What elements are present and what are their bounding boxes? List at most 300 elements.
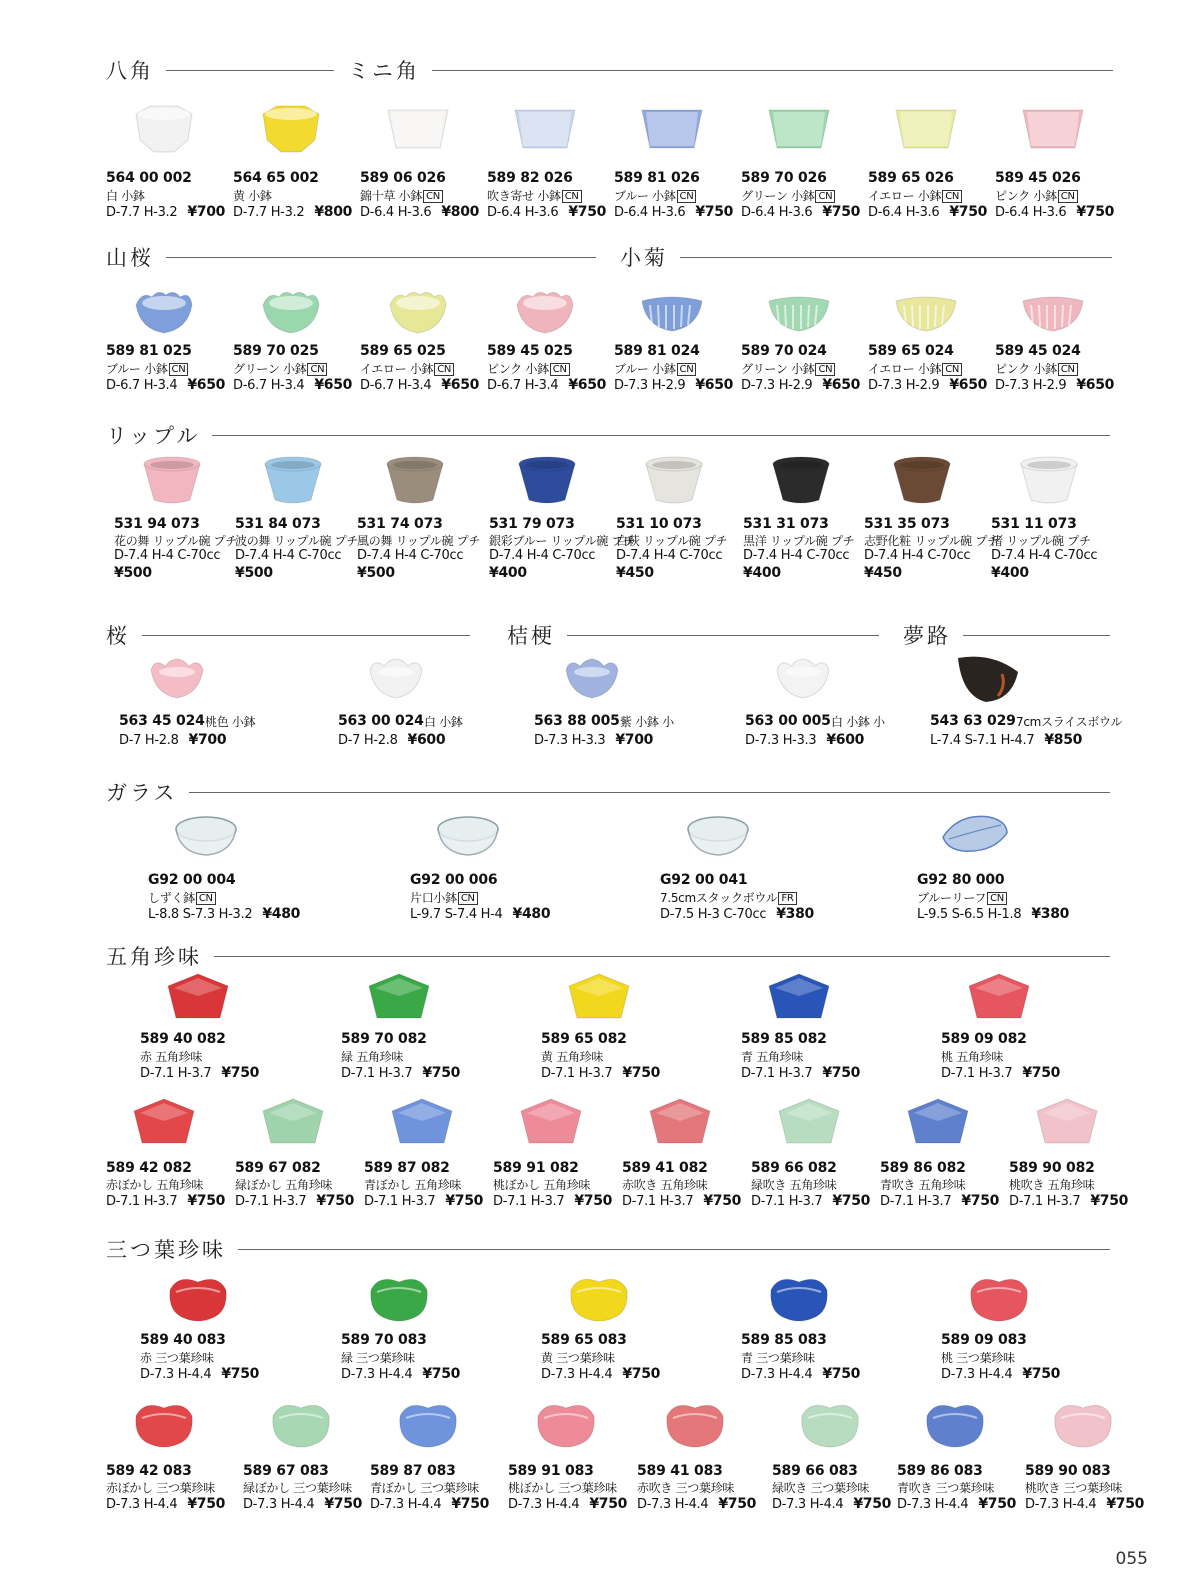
origin-badge: FR	[778, 892, 796, 905]
product-name-text: 青ぼかし 三つ葉珍味	[370, 1481, 479, 1495]
bowl-icon	[360, 650, 432, 708]
product-name	[751, 1176, 836, 1193]
bowl-icon	[1013, 452, 1085, 510]
dimensions-text: D-7.3 H-4.4	[508, 1497, 580, 1512]
product-name-text: 風の舞 リップル碗 プチ	[357, 534, 481, 548]
product-image	[1031, 1095, 1103, 1157]
product-price-line	[864, 565, 902, 581]
product-image	[902, 1095, 974, 1157]
product-price: ¥750	[568, 204, 607, 220]
product-price-line	[357, 565, 395, 581]
product-name-text: 赤ぼかし 三つ葉珍味	[106, 1481, 215, 1495]
dimensions-text: D-7.3 H-4.4	[341, 1367, 413, 1382]
product-name	[410, 889, 478, 906]
product-dimensions	[360, 377, 479, 393]
bowl-icon	[509, 283, 581, 341]
product-name	[868, 360, 962, 377]
dimensions-text: D-7 H-2.8	[338, 733, 398, 748]
product-name-text: グリーン 小鉢	[741, 362, 815, 376]
product-code: 563 88 005	[534, 713, 620, 729]
product-price: ¥750	[589, 1496, 628, 1512]
product-dimensions	[991, 548, 1097, 563]
dimensions-text: D-6.7 H-3.4	[106, 378, 178, 393]
product-name	[741, 360, 835, 377]
bowl-icon	[379, 452, 451, 510]
product-code: 564 65 002	[233, 170, 319, 186]
bowl-icon	[257, 452, 329, 510]
product-name	[243, 1479, 352, 1496]
product-image	[763, 100, 835, 162]
origin-badge: CN	[307, 363, 327, 376]
product-image	[563, 970, 635, 1032]
bowl-icon	[1017, 100, 1089, 158]
product-price: ¥500	[114, 565, 152, 581]
bowl-icon	[794, 1396, 866, 1454]
product-name	[541, 1048, 603, 1065]
product-dimensions	[487, 377, 606, 393]
product-image	[136, 452, 208, 514]
product-code: 589 66 083	[772, 1463, 858, 1479]
product-name	[995, 360, 1078, 377]
section-header	[903, 620, 1110, 650]
product-dimensions	[119, 732, 226, 748]
product-image	[963, 970, 1035, 1032]
product-image	[162, 970, 234, 1032]
dimensions-text: D-7.4 H-4 C-70cc	[235, 548, 342, 563]
product-code: 589 90 082	[1009, 1160, 1095, 1176]
product-price: ¥750	[324, 1496, 363, 1512]
dimensions-text: D-7.3 H-4.4	[243, 1497, 315, 1512]
product-code: 563 00 005	[745, 713, 831, 729]
product-dimensions	[995, 377, 1114, 393]
bowl-icon	[509, 100, 581, 158]
product-name-text: グリーン 小鉢	[741, 189, 815, 203]
product-price: ¥750	[622, 1366, 661, 1382]
product-name	[622, 1176, 707, 1193]
dimensions-text: D-7.3 H-2.9	[868, 378, 940, 393]
product-image	[128, 100, 200, 162]
product-dimensions	[741, 204, 860, 220]
dimensions-text: D-7.3 H-2.9	[741, 378, 813, 393]
product-dimensions	[114, 548, 220, 563]
product-image	[509, 283, 581, 345]
product-name-text: 青吹き 五角珍味	[880, 1178, 966, 1192]
bowl-icon	[773, 1095, 845, 1153]
dimensions-text: D-6.4 H-3.6	[487, 205, 559, 220]
product-dimensions	[106, 1193, 225, 1209]
section-rule	[238, 1249, 1110, 1250]
product-code: 589 42 083	[106, 1463, 192, 1479]
product-price: ¥750	[221, 1065, 260, 1081]
product-image	[515, 1095, 587, 1157]
product-code: 589 91 082	[493, 1160, 579, 1176]
bowl-icon	[636, 283, 708, 341]
section-title: 桜	[106, 624, 130, 648]
dimensions-text: D-7 H-2.8	[119, 733, 179, 748]
bowl-icon	[638, 452, 710, 510]
dimensions-text: D-7.3 H-4.4	[772, 1497, 844, 1512]
product-name	[106, 1479, 215, 1496]
product-image	[919, 1396, 991, 1458]
product-name	[508, 1479, 617, 1496]
product-name-text: 黄 五角珍味	[541, 1050, 604, 1064]
product-price: ¥750	[622, 1065, 661, 1081]
section-header	[106, 941, 1110, 971]
product-name	[772, 1479, 869, 1496]
product-dimensions	[243, 1496, 362, 1512]
product-dimensions	[1025, 1496, 1144, 1512]
product-dimensions	[487, 204, 606, 220]
product-code: 589 41 082	[622, 1160, 708, 1176]
product-price: ¥750	[422, 1366, 461, 1382]
product-image	[128, 283, 200, 345]
product-code: 563 45 024	[119, 713, 205, 729]
product-price: ¥400	[489, 565, 527, 581]
product-name-text: ピンク 小鉢	[487, 362, 549, 376]
product-price-line	[114, 565, 152, 581]
product-price: ¥750	[853, 1496, 892, 1512]
bowl-icon	[128, 1095, 200, 1153]
product-dimensions	[106, 204, 225, 220]
product-image	[382, 283, 454, 345]
product-dimensions	[410, 906, 550, 922]
product-name	[1016, 713, 1122, 730]
product-name-text: 緑 三つ葉珍味	[341, 1351, 415, 1365]
bowl-icon	[162, 1270, 234, 1328]
bowl-icon	[136, 452, 208, 510]
product-dimensions	[493, 1193, 612, 1209]
product-code: 589 45 024	[995, 343, 1081, 359]
bowl-icon	[363, 970, 435, 1028]
product-image	[763, 1270, 835, 1332]
section-title: 山桜	[106, 246, 154, 270]
product-price-line	[616, 565, 654, 581]
product-name-text: ブルー 小鉢	[614, 362, 676, 376]
product-dimensions	[341, 1366, 460, 1382]
product-price-line	[991, 565, 1029, 581]
bowl-icon	[963, 970, 1035, 1028]
product-image	[763, 283, 835, 345]
product-price: ¥750	[445, 1193, 484, 1209]
product-code: 589 87 082	[364, 1160, 450, 1176]
product-dimensions	[868, 204, 987, 220]
section-title: 夢路	[903, 624, 951, 648]
product-name	[140, 1349, 214, 1366]
product-image	[382, 100, 454, 162]
section-header	[106, 620, 470, 650]
product-name	[233, 187, 272, 204]
section-header	[620, 242, 1112, 272]
product-dimensions	[637, 1496, 756, 1512]
dimensions-text: D-7.1 H-3.7	[493, 1194, 565, 1209]
dimensions-text: D-7.1 H-3.7	[941, 1066, 1013, 1081]
product-code: 531 35 073	[864, 516, 950, 532]
product-price-line	[489, 565, 527, 581]
bowl-icon	[257, 1095, 329, 1153]
dimensions-text: D-7.1 H-3.7	[106, 1194, 178, 1209]
product-dimensions	[743, 548, 849, 563]
bowl-icon	[1047, 1396, 1119, 1454]
product-price: ¥650	[822, 377, 861, 393]
product-name-text: イエロー 小鉢	[360, 362, 434, 376]
bowl-icon	[890, 283, 962, 341]
product-image	[255, 283, 327, 345]
product-name-text: ブルー 小鉢	[614, 189, 676, 203]
product-dimensions	[897, 1496, 1016, 1512]
product-code: 589 85 082	[741, 1031, 827, 1047]
product-price: ¥750	[1022, 1366, 1061, 1382]
product-name	[941, 1048, 1003, 1065]
section-rule	[214, 956, 1110, 957]
product-name	[917, 889, 1007, 906]
product-price: ¥480	[262, 906, 301, 922]
product-code: 563 00 024	[338, 713, 424, 729]
product-name	[148, 889, 216, 906]
product-code: 564 00 002	[106, 170, 192, 186]
product-name-text: 桃ぼかし 五角珍味	[493, 1178, 591, 1192]
product-image	[360, 650, 432, 712]
product-image	[1047, 1396, 1119, 1458]
product-price: ¥700	[187, 204, 226, 220]
product-dimensions	[917, 906, 1069, 922]
product-code: 589 86 082	[880, 1160, 966, 1176]
bowl-icon	[265, 1396, 337, 1454]
product-price: ¥650	[314, 377, 353, 393]
product-image	[363, 970, 435, 1032]
product-image	[432, 807, 504, 869]
product-name-text: 赤 五角珍味	[140, 1050, 203, 1064]
bowl-icon	[128, 283, 200, 341]
origin-badge: CN	[815, 190, 835, 203]
product-price: ¥600	[407, 732, 446, 748]
product-name	[360, 360, 454, 377]
product-name-text: 緑ぼかし 五角珍味	[235, 1178, 333, 1192]
product-name	[1025, 1479, 1122, 1496]
product-dimensions	[622, 1193, 741, 1209]
product-price: ¥800	[441, 204, 480, 220]
product-code: 589 82 026	[487, 170, 573, 186]
section-rule	[166, 70, 334, 71]
product-code: 589 86 083	[897, 1463, 983, 1479]
dimensions-text: D-7.1 H-3.7	[235, 1194, 307, 1209]
product-price: ¥750	[1106, 1496, 1145, 1512]
product-dimensions	[941, 1366, 1060, 1382]
product-code: 531 74 073	[357, 516, 443, 532]
product-name-text: しずく鉢	[148, 891, 195, 905]
product-name	[341, 1349, 415, 1366]
product-name	[364, 1176, 461, 1193]
product-name	[487, 187, 582, 204]
bowl-icon	[763, 970, 835, 1028]
section-title: 五角珍味	[106, 945, 202, 969]
product-name-text: 渚 リップル碗 プチ	[991, 534, 1091, 548]
section-title: リップル	[106, 424, 201, 448]
product-image	[1013, 452, 1085, 514]
product-name	[995, 187, 1078, 204]
product-image	[767, 650, 839, 712]
product-name	[106, 187, 145, 204]
product-name	[106, 1176, 203, 1193]
product-image	[644, 1095, 716, 1157]
product-name-text: 銀彩ブルー リップル碗 プチ	[489, 534, 635, 548]
product-price: ¥750	[316, 1193, 355, 1209]
product-name-text: 錦十草 小鉢	[360, 189, 423, 203]
product-image	[509, 100, 581, 162]
bowl-icon	[556, 650, 628, 708]
product-price: ¥450	[864, 565, 902, 581]
product-dimensions	[616, 548, 722, 563]
product-name-text: 桃 五角珍味	[941, 1050, 1004, 1064]
product-price: ¥380	[776, 906, 814, 922]
dimensions-text: D-7.3 H-2.9	[995, 378, 1067, 393]
origin-badge: CN	[196, 892, 216, 905]
product-image	[255, 100, 327, 162]
bowl-icon	[767, 650, 839, 708]
dimensions-text: D-7.1 H-3.7	[364, 1194, 436, 1209]
product-image	[638, 452, 710, 514]
product-code: 531 31 073	[743, 516, 829, 532]
product-dimensions	[233, 204, 352, 220]
section-header	[106, 242, 596, 272]
product-name	[614, 187, 696, 204]
product-name-text: 紫 小鉢 小	[620, 715, 674, 729]
bowl-icon	[919, 1396, 991, 1454]
dimensions-text: D-7.4 H-4 C-70cc	[489, 548, 596, 563]
product-code: G92 00 006	[410, 872, 498, 888]
section-title: 桔梗	[507, 624, 555, 648]
product-dimensions	[140, 1065, 259, 1081]
origin-badge: CN	[169, 363, 189, 376]
product-price: ¥750	[1090, 1193, 1129, 1209]
product-code: 543 63 029	[930, 713, 1016, 729]
dimensions-text: D-7.4 H-4 C-70cc	[864, 548, 971, 563]
section-header	[106, 1234, 1110, 1264]
product-name-text: 緑吹き 五角珍味	[751, 1178, 837, 1192]
bowl-icon	[128, 1396, 200, 1454]
product-code: 589 65 082	[541, 1031, 627, 1047]
dimensions-text: D-6.4 H-3.6	[995, 205, 1067, 220]
product-name-text: 赤吹き 三つ葉珍味	[637, 1481, 735, 1495]
product-price: ¥750	[822, 1065, 861, 1081]
product-code: 589 41 083	[637, 1463, 723, 1479]
product-dimensions	[741, 377, 860, 393]
product-price: ¥400	[743, 565, 781, 581]
product-dimensions	[772, 1496, 891, 1512]
bowl-icon	[363, 1270, 435, 1328]
dimensions-text: D-7.3 H-4.4	[370, 1497, 442, 1512]
product-price: ¥700	[188, 732, 227, 748]
bowl-icon	[902, 1095, 974, 1153]
product-code: 589 81 025	[106, 343, 192, 359]
origin-badge: CN	[562, 190, 582, 203]
product-image	[763, 970, 835, 1032]
product-name-text: 白 小鉢	[106, 189, 145, 203]
product-code: 589 65 026	[868, 170, 954, 186]
product-price: ¥650	[1076, 377, 1115, 393]
product-name-text: ピンク 小鉢	[995, 189, 1057, 203]
dimensions-text: L-9.5 S-6.5 H-1.8	[917, 907, 1022, 922]
product-name-text: 波の舞 リップル碗 プチ	[235, 534, 359, 548]
product-name	[233, 360, 327, 377]
product-code: 589 09 083	[941, 1332, 1027, 1348]
product-name	[357, 532, 480, 549]
product-price: ¥750	[961, 1193, 1000, 1209]
product-dimensions	[357, 548, 463, 563]
product-code: G92 00 004	[148, 872, 236, 888]
product-dimensions	[745, 732, 864, 748]
dimensions-text: D-7.1 H-3.7	[622, 1194, 694, 1209]
product-code: G92 80 000	[917, 872, 1005, 888]
dimensions-text: D-7.1 H-3.7	[541, 1066, 613, 1081]
dimensions-text: D-7.7 H-3.2	[106, 205, 178, 220]
product-code: 589 70 025	[233, 343, 319, 359]
product-name-text: 黄 三つ葉珍味	[541, 1351, 615, 1365]
section-rule	[963, 635, 1110, 636]
product-image	[794, 1396, 866, 1458]
dimensions-text: D-7.3 H-4.4	[941, 1367, 1013, 1382]
product-image	[1017, 100, 1089, 162]
product-code: G92 00 041	[660, 872, 748, 888]
product-name-text: 赤 三つ葉珍味	[140, 1351, 214, 1365]
product-name	[424, 713, 463, 730]
product-dimensions	[508, 1496, 627, 1512]
dimensions-text: D-7.1 H-3.7	[741, 1066, 813, 1081]
product-price: ¥750	[822, 204, 861, 220]
product-name	[487, 360, 570, 377]
section-rule	[189, 792, 1110, 793]
origin-badge: CN	[1058, 190, 1078, 203]
product-name-text: 吹き寄せ 小鉢	[487, 189, 561, 203]
product-image	[170, 807, 242, 869]
bowl-icon	[432, 807, 504, 865]
product-name	[370, 1479, 479, 1496]
bowl-icon	[255, 283, 327, 341]
product-name	[616, 532, 727, 549]
product-code: 589 70 082	[341, 1031, 427, 1047]
product-dimensions	[930, 732, 1082, 748]
dimensions-text: D-7.3 H-4.4	[741, 1367, 813, 1382]
dimensions-text: D-7.3 H-3.3	[534, 733, 606, 748]
product-image	[1017, 283, 1089, 345]
origin-badge: CN	[987, 892, 1007, 905]
product-name-text: 志野化粧 リップル碗 プチ	[864, 534, 999, 548]
product-price: ¥380	[1031, 906, 1070, 922]
section-header	[348, 55, 1113, 85]
product-name	[114, 532, 237, 549]
product-price: ¥750	[422, 1065, 461, 1081]
product-dimensions	[341, 1065, 460, 1081]
section-rule	[432, 70, 1113, 71]
product-price: ¥500	[235, 565, 273, 581]
product-dimensions	[233, 377, 352, 393]
product-name-text: 青 三つ葉珍味	[741, 1351, 815, 1365]
product-dimensions	[660, 906, 814, 922]
product-code: 589 06 026	[360, 170, 446, 186]
product-name-text: 黄 小鉢	[233, 189, 272, 203]
product-name	[741, 187, 835, 204]
product-name	[341, 1048, 403, 1065]
product-code: 589 45 025	[487, 343, 573, 359]
bowl-icon	[963, 1270, 1035, 1328]
product-image	[952, 650, 1024, 712]
product-price: ¥650	[568, 377, 607, 393]
product-name-text: ブルーリーフ	[917, 891, 987, 905]
product-name-text: グリーン 小鉢	[233, 362, 307, 376]
product-price: ¥750	[221, 1366, 260, 1382]
bowl-icon	[765, 452, 837, 510]
page-number: 055	[1115, 1549, 1148, 1569]
section-rule	[212, 435, 1110, 436]
